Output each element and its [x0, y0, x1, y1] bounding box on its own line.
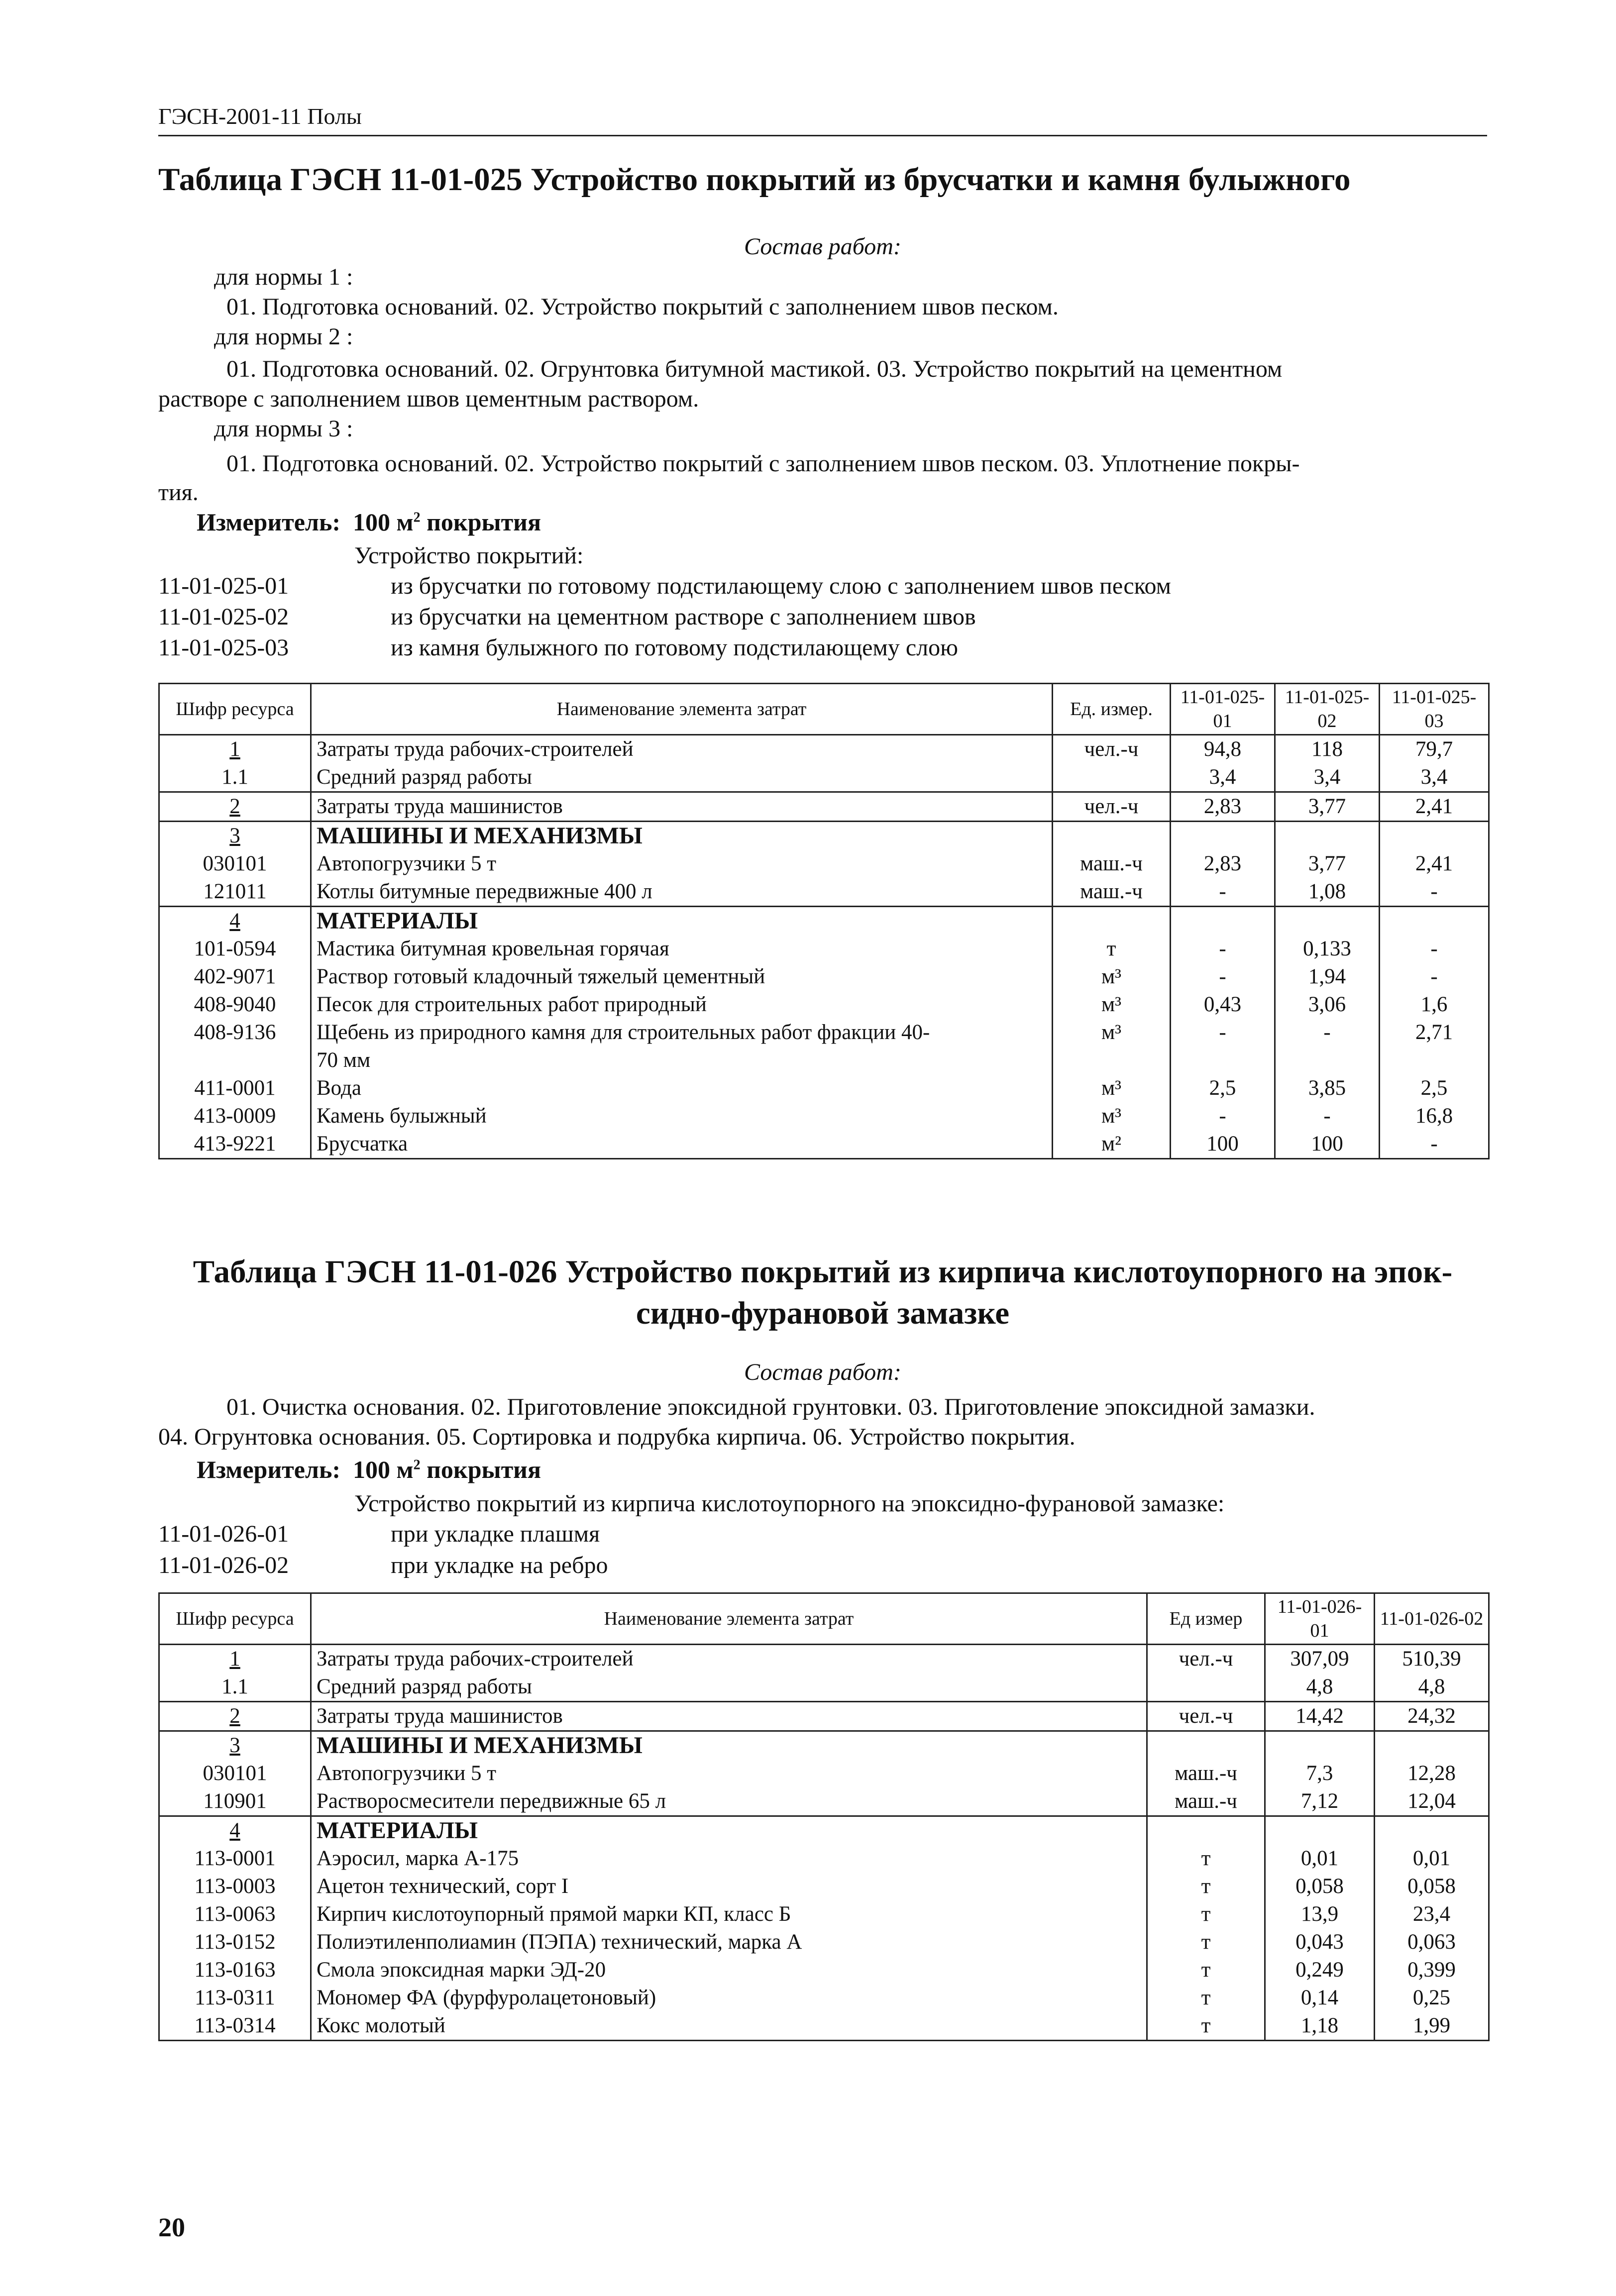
cell-value: - [1171, 1102, 1275, 1130]
cell-name: МАТЕРИАЛЫ [311, 907, 1053, 936]
cell-name: Вода [311, 1074, 1053, 1102]
table-row [159, 1900, 1489, 1928]
table1-code-1-desc: из брусчатки по готовому подстилающему слою с заполнением швов песком [391, 573, 1172, 599]
cell-unit [1053, 822, 1171, 850]
cell-value [1171, 822, 1275, 850]
table-row [159, 1102, 1489, 1130]
cell-value [1265, 1731, 1375, 1760]
cell-value [1171, 1046, 1275, 1074]
table2-resources [158, 1592, 1490, 2041]
cell-unit [1147, 1731, 1265, 1760]
cell-name: Растворосмесители передвижные 65 л [311, 1787, 1147, 1816]
table2-header-row [159, 1593, 1489, 1645]
cell-value [1171, 907, 1275, 936]
cell-value: 94,8 [1171, 735, 1275, 764]
measure-label: Измеритель: [197, 1456, 341, 1483]
table2-code-2: 11-01-026-02 [158, 1552, 289, 1578]
cell-name: Кирпич кислотоупорный прямой марки КП, класс Б [311, 1900, 1147, 1928]
cell-cipher: 113-0063 [159, 1900, 311, 1928]
cell-unit: т [1147, 2012, 1265, 2041]
table1-norm2-text-b: растворе с заполнением швов цементным раствором. [158, 386, 699, 412]
table1-norm2-label: для нормы 2 : [214, 323, 353, 350]
cell-cipher: 1.1 [159, 1673, 311, 1702]
cell-name: Средний разряд работы [311, 763, 1053, 792]
table1-norm3-label: для нормы 3 : [214, 416, 353, 442]
table-row [159, 1816, 1489, 1845]
cell-value: - [1275, 1019, 1380, 1046]
col-norm-3: 11-01-025-03 [1380, 684, 1489, 735]
cell-name: Затраты труда рабочих-строителей [311, 735, 1053, 764]
cell-unit: т [1147, 1956, 1265, 1984]
table-row [159, 763, 1489, 792]
table-row [159, 1928, 1489, 1956]
cell-unit: маш.-ч [1053, 850, 1171, 878]
cell-name: Камень булыжный [311, 1102, 1053, 1130]
cell-value [1375, 1731, 1489, 1760]
table-row [159, 792, 1489, 822]
cell-unit: м³ [1053, 1019, 1171, 1046]
cell-cipher: 1 [159, 735, 311, 764]
cell-name: МАТЕРИАЛЫ [311, 1816, 1147, 1845]
col-norm-2: 11-01-026-02 [1375, 1593, 1489, 1645]
cell-value [1275, 1046, 1380, 1074]
cell-value: 7,12 [1265, 1787, 1375, 1816]
running-header: ГЭСН-2001-11 Полы [158, 102, 1487, 136]
table1-code-2: 11-01-025-02 [158, 604, 289, 630]
cell-cipher: 413-9221 [159, 1130, 311, 1159]
cell-value: 12,04 [1375, 1787, 1489, 1816]
table2-title-line-1: Таблица ГЭСН 11-01-026 Устройство покрытий из кирпича кислотоупорного на эпок- [193, 1254, 1453, 1290]
cell-unit: т [1147, 1984, 1265, 2012]
table1-code-2-desc: из брусчатки на цементном растворе с заполнением швов [391, 604, 976, 630]
cell-cipher: 113-0163 [159, 1956, 311, 1984]
cell-value: - [1380, 878, 1489, 907]
cell-value: 1,08 [1275, 878, 1380, 907]
cell-cipher: 113-0311 [159, 1984, 311, 2012]
cell-name: МАШИНЫ И МЕХАНИЗМЫ [311, 1731, 1147, 1760]
cell-value: 13,9 [1265, 1900, 1375, 1928]
cell-value [1375, 1816, 1489, 1845]
cell-value: - [1171, 878, 1275, 907]
table-row [159, 935, 1489, 963]
measure-tail: покрытия [420, 1456, 541, 1483]
cell-cipher: 408-9040 [159, 991, 311, 1019]
table1-measure [197, 508, 541, 536]
cell-name: Песок для строительных работ природный [311, 991, 1053, 1019]
table-row [159, 2012, 1489, 2041]
cell-unit [1053, 907, 1171, 936]
cell-name: Брусчатка [311, 1130, 1053, 1159]
cell-value: 2,41 [1380, 850, 1489, 878]
cell-name: МАШИНЫ И МЕХАНИЗМЫ [311, 822, 1053, 850]
cell-value [1275, 822, 1380, 850]
cell-cipher: 408-9136 [159, 1019, 311, 1046]
cell-value: 3,4 [1275, 763, 1380, 792]
col-norm-1: 11-01-026-01 [1265, 1593, 1375, 1645]
cell-unit: м² [1053, 1130, 1171, 1159]
table1-code-1: 11-01-025-01 [158, 573, 289, 599]
cell-name: Раствор готовый кладочный тяжелый цементный [311, 963, 1053, 991]
table-row [159, 878, 1489, 907]
cell-name: 70 мм [311, 1046, 1053, 1074]
cell-value: 2,5 [1171, 1074, 1275, 1102]
cell-value: - [1380, 935, 1489, 963]
col-unit: Ед. измер. [1053, 684, 1171, 735]
cell-cipher: 4 [159, 1816, 311, 1845]
cell-name: Котлы битумные передвижные 400 л [311, 878, 1053, 907]
cell-cipher: 411-0001 [159, 1074, 311, 1102]
table-row [159, 1046, 1489, 1074]
cell-value: 0,01 [1265, 1845, 1375, 1873]
table1-norm3-text-b: тия. [158, 479, 199, 506]
cell-unit: м³ [1053, 991, 1171, 1019]
cell-value: 0,43 [1171, 991, 1275, 1019]
cell-name: Смола эпоксидная марки ЭД-20 [311, 1956, 1147, 1984]
col-cipher: Шифр ресурса [159, 684, 311, 735]
table-row [159, 735, 1489, 764]
col-name: Наименование элемента затрат [311, 684, 1053, 735]
table-row [159, 963, 1489, 991]
col-name: Наименование элемента затрат [311, 1593, 1147, 1645]
cell-value: 3,06 [1275, 991, 1380, 1019]
cell-cipher: 3 [159, 1731, 311, 1760]
cell-cipher [159, 1046, 311, 1074]
table-row [159, 991, 1489, 1019]
table2-measure [197, 1455, 541, 1484]
table-row [159, 907, 1489, 936]
cell-value: 1,99 [1375, 2012, 1489, 2041]
cell-unit: маш.-ч [1147, 1760, 1265, 1787]
cell-name: Полиэтиленполиамин (ПЭПА) технический, марка А [311, 1928, 1147, 1956]
cell-value: 2,41 [1380, 792, 1489, 822]
col-cipher: Шифр ресурса [159, 1593, 311, 1645]
table1-norm2-text-a: 01. Подготовка оснований. 02. Огрунтовка битумной мастикой. 03. Устройство покрытий на цементном [226, 356, 1283, 382]
cell-value: - [1171, 1019, 1275, 1046]
cell-unit: чел.-ч [1147, 1702, 1265, 1731]
cell-value: - [1171, 963, 1275, 991]
cell-value: 2,83 [1171, 850, 1275, 878]
table-row [159, 1130, 1489, 1159]
cell-name: Средний разряд работы [311, 1673, 1147, 1702]
cell-cipher: 113-0003 [159, 1873, 311, 1900]
cell-name: Автопогрузчики 5 т [311, 850, 1053, 878]
cell-value: 2,5 [1380, 1074, 1489, 1102]
cell-value: 118 [1275, 735, 1380, 764]
cell-name: Затраты труда рабочих-строителей [311, 1645, 1147, 1673]
cell-name: Мастика битумная кровельная горячая [311, 935, 1053, 963]
table-row [159, 1074, 1489, 1102]
cell-value [1380, 822, 1489, 850]
col-norm-1: 11-01-025-01 [1171, 684, 1275, 735]
cell-value: 0,14 [1265, 1984, 1375, 2012]
cell-unit: т [1147, 1873, 1265, 1900]
cell-unit [1053, 763, 1171, 792]
cell-name: Ацетон технический, сорт I [311, 1873, 1147, 1900]
table-row [159, 1760, 1489, 1787]
table-row [159, 1702, 1489, 1731]
table2-title-line-2: сидно-фурановой замазке [636, 1295, 1010, 1331]
table-row [159, 1984, 1489, 2012]
cell-unit: т [1147, 1900, 1265, 1928]
measure-value: 100 м [353, 508, 414, 536]
measure-sup: 2 [413, 510, 421, 525]
table2-sostav-a: 01. Очистка основания. 02. Приготовление эпоксидной грунтовки. 03. Приготовление эпоксидной замазки. [226, 1394, 1315, 1420]
cell-value: 0,133 [1275, 935, 1380, 963]
cell-unit: чел.-ч [1053, 792, 1171, 822]
table-row [159, 850, 1489, 878]
cell-cipher: 402-9071 [159, 963, 311, 991]
cell-value: 1,6 [1380, 991, 1489, 1019]
cell-name: Затраты труда машинистов [311, 1702, 1147, 1731]
cell-value: 0,01 [1375, 1845, 1489, 1873]
cell-value: 0,058 [1265, 1873, 1375, 1900]
table2-code-1-desc: при укладке плашмя [391, 1521, 600, 1547]
table-row [159, 1873, 1489, 1900]
cell-unit [1147, 1816, 1265, 1845]
cell-cipher: 030101 [159, 1760, 311, 1787]
cell-value: 100 [1275, 1130, 1380, 1159]
cell-name: Автопогрузчики 5 т [311, 1760, 1147, 1787]
table-row [159, 1956, 1489, 1984]
table-row [159, 1645, 1489, 1673]
cell-value: 7,3 [1265, 1760, 1375, 1787]
cell-value: 307,09 [1265, 1645, 1375, 1673]
cell-value: 79,7 [1380, 735, 1489, 764]
cell-name: Мономер ФА (фурфуролацетоновый) [311, 1984, 1147, 2012]
cell-value: 3,85 [1275, 1074, 1380, 1102]
measure-sup: 2 [413, 1457, 421, 1473]
table1-sostav-label: Состав работ: [744, 233, 901, 260]
table2-codes-heading: Устройство покрытий из кирпича кислотоупорного на эпоксидно-фурановой замазке: [354, 1490, 1225, 1517]
cell-cipher: 4 [159, 907, 311, 936]
cell-value: 12,28 [1375, 1760, 1489, 1787]
table1-code-3-desc: из камня булыжного по готовому подстилающему слою [391, 634, 958, 661]
cell-unit: т [1147, 1845, 1265, 1873]
cell-value: - [1380, 1130, 1489, 1159]
cell-value [1265, 1816, 1375, 1845]
cell-value: 4,8 [1265, 1673, 1375, 1702]
col-unit: Ед измер [1147, 1593, 1265, 1645]
table1-norm1-label: для нормы 1 : [214, 264, 353, 290]
cell-value: 16,8 [1380, 1102, 1489, 1130]
cell-value: 3,4 [1171, 763, 1275, 792]
table2-code-2-desc: при укладке на ребро [391, 1552, 608, 1578]
cell-cipher: 1.1 [159, 763, 311, 792]
cell-value: 510,39 [1375, 1645, 1489, 1673]
cell-unit: м³ [1053, 1074, 1171, 1102]
cell-value: 0,058 [1375, 1873, 1489, 1900]
cell-unit: м³ [1053, 1102, 1171, 1130]
cell-name: Аэросил, марка А-175 [311, 1845, 1147, 1873]
table2-sostav-label: Состав работ: [744, 1359, 901, 1385]
table-row [159, 1731, 1489, 1760]
cell-cipher: 110901 [159, 1787, 311, 1816]
cell-cipher: 2 [159, 1702, 311, 1731]
table1-codes-heading: Устройство покрытий: [354, 542, 584, 569]
table1-norm3-text-a: 01. Подготовка оснований. 02. Устройство покрытий с заполнением швов песком. 03. Уплотнение покры- [226, 450, 1300, 477]
cell-value: 4,8 [1375, 1673, 1489, 1702]
cell-unit [1147, 1673, 1265, 1702]
measure-value: 100 м [353, 1456, 414, 1483]
cell-value: - [1380, 963, 1489, 991]
cell-value: 1,18 [1265, 2012, 1375, 2041]
cell-value: 2,83 [1171, 792, 1275, 822]
cell-value [1380, 1046, 1489, 1074]
cell-cipher: 113-0314 [159, 2012, 311, 2041]
cell-value: 3,4 [1380, 763, 1489, 792]
cell-unit [1053, 1046, 1171, 1074]
page-number: 20 [158, 2212, 185, 2242]
cell-cipher: 121011 [159, 878, 311, 907]
table-row [159, 1845, 1489, 1873]
table2-sostav-b: 04. Огрунтовка основания. 05. Сортировка и подрубка кирпича. 06. Устройство покрытия. [158, 1424, 1076, 1450]
cell-unit: маш.-ч [1147, 1787, 1265, 1816]
cell-value: - [1171, 935, 1275, 963]
table1-header-row [159, 684, 1489, 735]
cell-value: 2,71 [1380, 1019, 1489, 1046]
cell-name: Кокс молотый [311, 2012, 1147, 2041]
cell-value: - [1275, 1102, 1380, 1130]
cell-cipher: 2 [159, 792, 311, 822]
cell-cipher: 1 [159, 1645, 311, 1673]
cell-value: 24,32 [1375, 1702, 1489, 1731]
table1-code-3: 11-01-025-03 [158, 634, 289, 661]
cell-unit: т [1053, 935, 1171, 963]
cell-value: 3,77 [1275, 792, 1380, 822]
cell-unit: т [1147, 1928, 1265, 1956]
table1-resources [158, 683, 1490, 1159]
cell-value: 100 [1171, 1130, 1275, 1159]
cell-value [1380, 907, 1489, 936]
cell-cipher: 113-0001 [159, 1845, 311, 1873]
cell-name: Щебень из природного камня для строительных работ фракции 40- [311, 1019, 1053, 1046]
cell-value: 0,063 [1375, 1928, 1489, 1956]
measure-label: Измеритель: [197, 508, 341, 536]
cell-value [1275, 907, 1380, 936]
table-row [159, 822, 1489, 850]
cell-name: Затраты труда машинистов [311, 792, 1053, 822]
table1-norm1-text: 01. Подготовка оснований. 02. Устройство покрытий с заполнением швов песком. [226, 294, 1059, 320]
cell-cipher: 101-0594 [159, 935, 311, 963]
cell-unit: чел.-ч [1053, 735, 1171, 764]
table-row [159, 1673, 1489, 1702]
table2-code-1: 11-01-026-01 [158, 1521, 289, 1547]
cell-unit: м³ [1053, 963, 1171, 991]
measure-tail: покрытия [420, 508, 541, 536]
cell-value: 0,399 [1375, 1956, 1489, 1984]
cell-cipher: 413-0009 [159, 1102, 311, 1130]
table-row [159, 1787, 1489, 1816]
cell-cipher: 030101 [159, 850, 311, 878]
cell-value: 23,4 [1375, 1900, 1489, 1928]
cell-value: 14,42 [1265, 1702, 1375, 1731]
cell-cipher: 3 [159, 822, 311, 850]
cell-unit: чел.-ч [1147, 1645, 1265, 1673]
cell-value: 1,94 [1275, 963, 1380, 991]
cell-value: 3,77 [1275, 850, 1380, 878]
cell-unit: маш.-ч [1053, 878, 1171, 907]
cell-value: 0,249 [1265, 1956, 1375, 1984]
col-norm-2: 11-01-025-02 [1275, 684, 1380, 735]
table-row [159, 1019, 1489, 1046]
table1-title: Таблица ГЭСН 11-01-025 Устройство покрытий из брусчатки и камня булыжного [158, 162, 1351, 198]
cell-value: 0,25 [1375, 1984, 1489, 2012]
cell-cipher: 113-0152 [159, 1928, 311, 1956]
cell-value: 0,043 [1265, 1928, 1375, 1956]
